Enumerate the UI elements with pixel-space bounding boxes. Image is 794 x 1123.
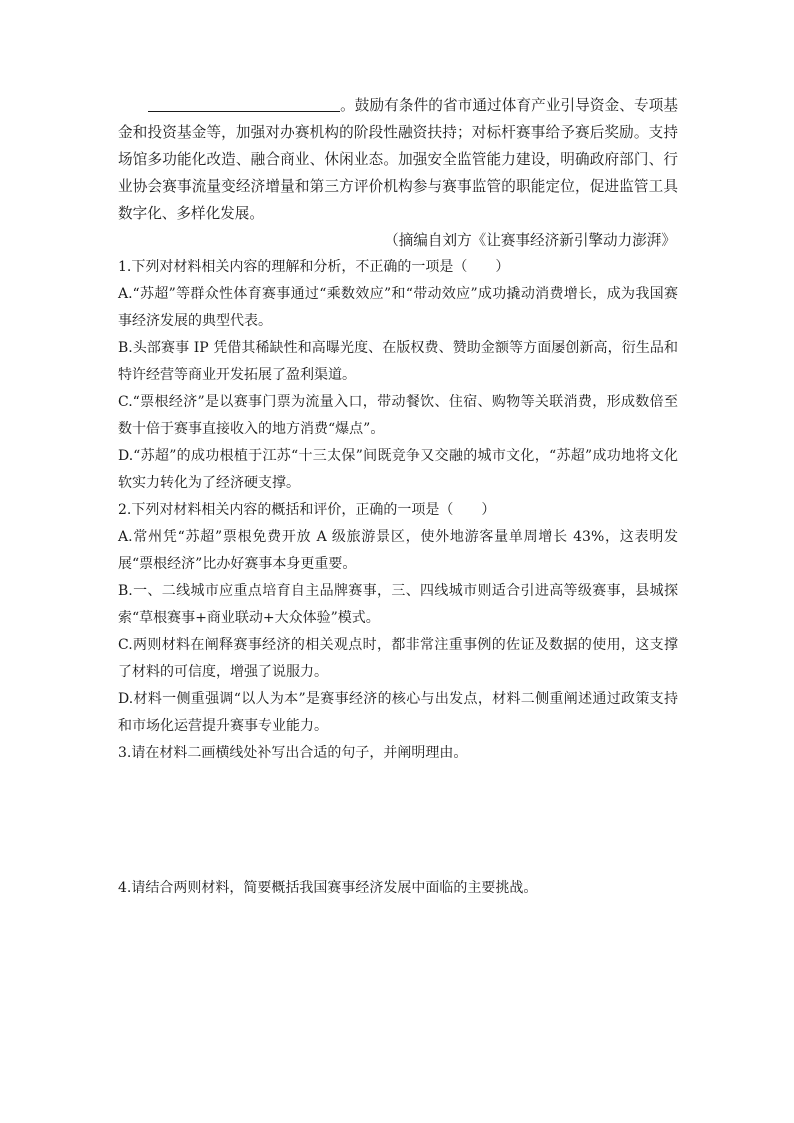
fill-in-blank-line[interactable] — [148, 95, 340, 112]
question-stem: 3.请在材料二画横线处补写出合适的句子，并阐明理由。 — [118, 745, 468, 761]
option-a: A.常州凭“苏超”票根免费开放 A 级旅游景区，使外地游客量单周增长 43%，这表明发展“票根经济”比办好赛事本身更重要。 — [118, 529, 678, 572]
passage-text: 。鼓励有条件的省市通过体育产业引导资金、专项基金和投资基金等，加强对办赛机构的阶段性融资扶持；对标杆赛事给予赛后奖励。支持场馆多功能化改造、融合商业、休闲业态。加强安全监管能力建设，明确政府部门、行业协会赛事流量变经济增量和第三方评价机构参与赛事监管的职能定位，促进监管工具数字化、多样化发展。 — [118, 97, 678, 222]
question-1 — [118, 254, 678, 497]
question-2 — [118, 497, 678, 740]
option-d: D.材料一侧重强调“以人为本”是赛事经济的核心与出发点，材料二侧重阐述通过政策支持和市场化运营提升赛事专业能力。 — [118, 691, 678, 734]
option-b: B.头部赛事 IP 凭借其稀缺性和高曝光度、在版权费、赞助金额等方面屡创新高，衍生品和特许经营等商业开发拓展了盈利渠道。 — [118, 340, 678, 383]
question-stem: 4.请结合两则材料，简要概括我国赛事经济发展中面临的主要挑战。 — [118, 880, 538, 896]
question-3 — [118, 740, 678, 875]
document-page — [118, 92, 678, 902]
option-b: B.一、二线城市应重点培育自主品牌赛事，三、四线城市则适合引进高等级赛事，县城探索“草根赛事+商业联动+大众体验”模式。 — [118, 583, 678, 626]
option-d: D.“苏超”的成功根植于江苏“十三太保”间既竞争又交融的城市文化，“苏超”成功地将文化软实力转化为了经济硬支撑。 — [118, 448, 678, 491]
option-a: A.“苏超”等群众性体育赛事通过“乘数效应”和“带动效应”成功撬动消费增长，成为我国赛事经济发展的典型代表。 — [118, 286, 678, 329]
passage-source: （摘编自刘方《让赛事经济新引擎动力澎湃》 — [384, 232, 676, 249]
option-c: C.两则材料在阐释赛事经济的相关观点时，都非常注重事例的佐证及数据的使用，这支撑了材料的可信度，增强了说服力。 — [118, 637, 678, 680]
question-stem: 1.下列对材料相关内容的理解和分析，不正确的一项是（ ） — [118, 259, 510, 275]
option-c: C.“票根经济”是以赛事门票为流量入口，带动餐饮、住宿、购物等关联消费，形成数倍至数十倍于赛事直接收入的地方消费“爆点”。 — [118, 394, 678, 437]
answer-space[interactable] — [118, 767, 678, 875]
question-4 — [118, 875, 678, 902]
passage-paragraph — [118, 92, 678, 227]
question-stem: 2.下列对材料相关内容的概括和评价，正确的一项是（ ） — [118, 502, 496, 518]
